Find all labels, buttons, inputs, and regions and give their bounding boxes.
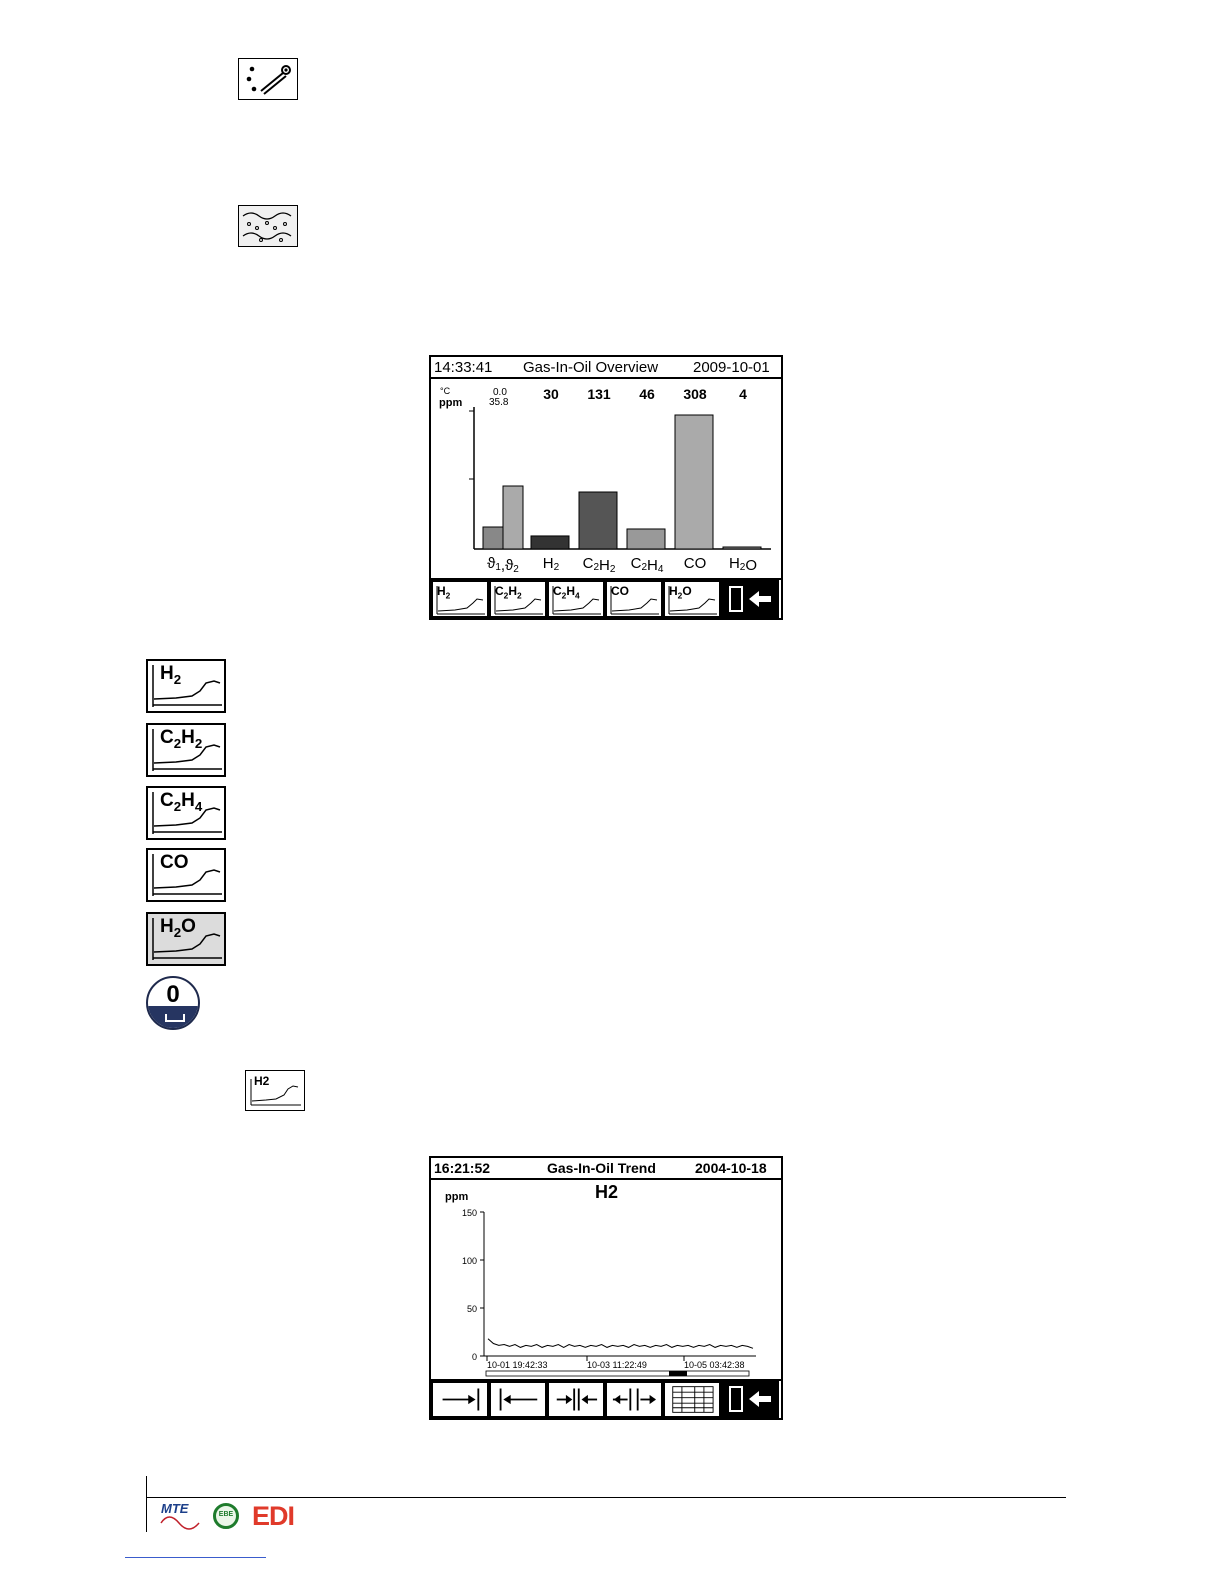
trend-time: 16:21:52	[434, 1160, 491, 1176]
overview-bar-0	[483, 527, 503, 549]
overview-time: 14:33:41	[434, 359, 493, 376]
overview-softkey-bar	[431, 578, 781, 620]
softkey-label: $C_2H_4$	[553, 584, 580, 601]
unit-ppm: ppm	[439, 397, 463, 409]
footer-vertical-rule	[146, 1476, 147, 1532]
overview-reading-3: 308	[683, 386, 707, 402]
trend-button-c2h2[interactable]	[146, 723, 226, 777]
overview-bar-4	[627, 529, 665, 549]
ebe-seal-logo	[213, 1503, 239, 1529]
softkey-label: $C_2H_2$	[495, 584, 522, 601]
exit-door-icon[interactable]	[721, 1381, 779, 1418]
overview-date: 2009-10-01	[693, 359, 770, 376]
zero-key[interactable]	[146, 976, 200, 1030]
trend-button-label: $C_2H_2$	[160, 727, 203, 751]
overview-reading-0: 30	[543, 386, 559, 402]
temp-value-2: 35.8	[489, 397, 509, 408]
gas-in-oil-overview-screen	[429, 355, 783, 620]
oil-bubbles-icon	[238, 205, 298, 247]
trend-button-label: $H_2O$	[160, 916, 196, 940]
ebe-seal-text: EBE	[218, 1511, 234, 1518]
overview-bar-6	[723, 547, 761, 549]
overview-category-3: C2H4	[630, 555, 664, 575]
scroll-right-end-icon[interactable]	[431, 1381, 489, 1418]
softkey-label: CO	[611, 584, 629, 598]
overview-category-4: CO	[683, 555, 707, 572]
overview-title-bar	[431, 357, 781, 379]
trend-button-co[interactable]	[146, 848, 226, 902]
trend-title: Gas-In-Oil Trend	[547, 1160, 656, 1176]
trend-xtick-0: 10-01 19:42:33	[487, 1360, 548, 1370]
overview-reading-1: 131	[587, 386, 611, 402]
trend-scroll-position[interactable]	[669, 1371, 687, 1376]
mte-logo	[159, 1501, 203, 1533]
softkey-h2o-trend[interactable]	[663, 580, 721, 618]
scroll-left-end-icon[interactable]	[489, 1381, 547, 1418]
softkey-label: $H_2O$	[669, 584, 692, 601]
footer-link-underline	[125, 1557, 266, 1558]
oil-sampling-syringe-icon	[238, 58, 298, 100]
softkey-c2h4-trend[interactable]	[547, 580, 605, 618]
overview-bar-1	[503, 486, 523, 549]
temp-value-1: 0.0	[493, 387, 507, 398]
trend-xtick-2: 10-05 03:42:38	[684, 1360, 745, 1370]
trend-ytick-3: 0	[471, 1352, 477, 1362]
trend-date: 2004-10-18	[695, 1160, 767, 1176]
trend-unit: ppm	[445, 1191, 469, 1203]
h2-trend-icon	[245, 1070, 305, 1111]
overview-reading-4: 4	[739, 386, 747, 402]
unit-celsius: °C	[440, 386, 451, 396]
overview-title: Gas-In-Oil Overview	[523, 359, 659, 376]
trend-button-c2h4[interactable]	[146, 786, 226, 840]
footer-rule	[146, 1497, 1066, 1498]
softkey-h2-trend[interactable]	[431, 580, 489, 618]
overview-category-5: H2O	[728, 555, 758, 574]
space-key-icon	[165, 1014, 185, 1022]
trend-button-label: $H_2$	[160, 663, 182, 687]
trend-ytick-1: 100	[461, 1256, 477, 1266]
trend-button-h2[interactable]	[146, 659, 226, 713]
zoom-in-icon[interactable]	[547, 1381, 605, 1418]
edi-logo: EDI	[252, 1501, 295, 1531]
softkey-c2h2-trend[interactable]	[489, 580, 547, 618]
h2-trend-series	[488, 1339, 753, 1349]
trend-ytick-0: 150	[461, 1208, 477, 1218]
table-icon[interactable]	[663, 1381, 721, 1418]
overview-reading-2: 46	[639, 386, 655, 402]
overview-category-0: ϑ1,ϑ2	[487, 555, 519, 575]
trend-xtick-1: 10-03 11:22:49	[587, 1360, 647, 1370]
overview-category-1: H2	[542, 555, 560, 573]
exit-door-icon[interactable]	[721, 580, 779, 618]
overview-category-2: C2H2	[582, 555, 616, 575]
trend-title-bar	[431, 1158, 781, 1180]
softkey-label: $H_2$	[437, 584, 451, 601]
mte-logo-text: MTE	[161, 1501, 189, 1516]
overview-bar-5	[675, 415, 713, 549]
overview-bar-3	[579, 492, 617, 549]
trend-softkey-bar	[431, 1379, 781, 1420]
trend-button-label: $C_2H_4$	[160, 790, 203, 814]
zero-key-label: 0	[166, 981, 180, 1008]
trend-gas-label: H2	[595, 1182, 619, 1202]
zoom-out-icon[interactable]	[605, 1381, 663, 1418]
trend-button-h2o[interactable]	[146, 912, 226, 966]
trend-button-label: CO	[160, 852, 189, 873]
softkey-co-trend[interactable]	[605, 580, 663, 618]
h2-trend-icon-label: H2	[254, 1074, 270, 1088]
gas-in-oil-trend-screen	[429, 1156, 783, 1420]
overview-bar-2	[531, 536, 569, 549]
overview-bar-chart	[431, 379, 781, 579]
trend-ytick-2: 50	[466, 1304, 477, 1314]
h2-trend-line-chart	[431, 1180, 781, 1378]
